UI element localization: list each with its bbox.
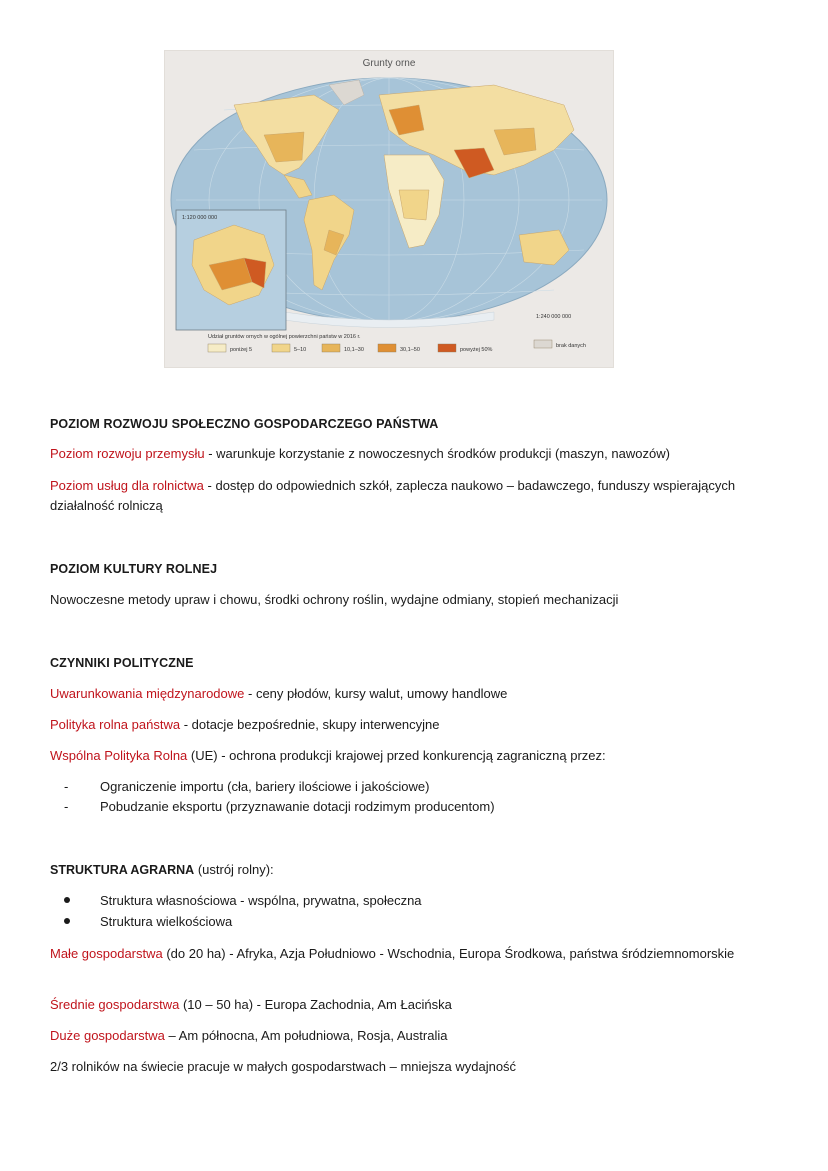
- legend-label-6: brak danych: [556, 343, 586, 349]
- term-cap: Wspólna Polityka Rolna: [50, 748, 188, 763]
- legend-swatch-2: [272, 344, 290, 352]
- paragraph-large-farms: [50, 1026, 750, 1046]
- legend-swatch-4: [378, 344, 396, 352]
- term-medium-farms: Średnie gospodarstwa: [50, 997, 180, 1012]
- paragraph-cap: [50, 746, 750, 766]
- legend-label-3: 10,1–30: [344, 347, 364, 353]
- legend-swatch-6: [534, 340, 552, 348]
- legend-swatch-5: [438, 344, 456, 352]
- section-heading-socioeconomic: POZIOM ROZWOJU SPOŁECZNO GOSPODARCZEGO PAŃSTWA: [50, 417, 439, 431]
- text-small-farms: (do 20 ha) - Afryka, Azja Południowo - Wschodnia, Europa Środkowa, państwa śródziemnomorskie: [162, 946, 735, 961]
- legend-label-1: poniżej 5: [230, 347, 253, 353]
- text-industry-level: - warunkuje korzystanie z nowoczesnych środków produkcji (maszyn, nawozów): [204, 446, 670, 461]
- map-title: Grunty orne: [362, 58, 416, 69]
- text-international: - ceny płodów, kursy walut, umowy handlowe: [244, 686, 508, 701]
- dash-marker: -: [64, 779, 69, 794]
- inset-scale-label: 1:120 000 000: [182, 215, 218, 221]
- list-item-text: Struktura wielkościowa: [100, 914, 233, 929]
- paragraph-industry-level: [50, 444, 750, 464]
- paragraph-two-thirds: 2/3 rolników na świecie pracuje w małych gospodarstwach – mniejsza wydajność: [50, 1059, 517, 1074]
- text-medium-farms: (10 – 50 ha) - Europa Zachodnia, Am Łacińska: [179, 997, 452, 1012]
- term-international: Uwarunkowania międzynarodowe: [50, 686, 245, 701]
- list-item-text: Ograniczenie importu (cła, bariery ilościowe i jakościowe): [100, 779, 430, 794]
- legend-label-5: powyżej 50%: [460, 347, 493, 353]
- term-agri-services: Poziom usług dla rolnictwa: [50, 478, 204, 493]
- section-heading-agri-culture: POZIOM KULTURY ROLNEJ: [50, 562, 218, 576]
- legend-label-4: 30,1–50: [400, 347, 420, 353]
- list-item-text: Struktura własnościowa - wspólna, prywatna, społeczna: [100, 893, 422, 908]
- legend-swatch-3: [322, 344, 340, 352]
- main-scale-label: 1:240 000 000: [536, 314, 572, 320]
- legend-label-2: 5–10: [294, 347, 307, 353]
- term-large-farms: Duże gospodarstwa: [50, 1028, 165, 1043]
- text-cap: (UE) - ochrona produkcji krajowej przed konkurencją zagraniczną przez:: [187, 748, 606, 763]
- world-map: [164, 50, 614, 368]
- text-large-farms: – Am północna, Am południowa, Rosja, Australia: [164, 1028, 448, 1043]
- paragraph-state-policy: [50, 715, 750, 735]
- map-legend: [208, 340, 586, 353]
- section-heading-agrarian: STRUKTURA AGRARNA: [50, 863, 195, 877]
- term-small-farms: Małe gospodarstwa: [50, 946, 163, 961]
- bullet-marker: [64, 891, 84, 911]
- paragraph-agrarian-heading: [50, 860, 750, 880]
- term-state-policy: Polityka rolna państwa: [50, 717, 181, 732]
- text-agri-services: - dostęp do odpowiednich szkół, zaplecza naukowo – badawczego, funduszy wspierających działalność rolniczą: [50, 478, 736, 513]
- legend-caption: Udział gruntów ornych w ogólnej powierzchni państw w 2016 r.: [208, 334, 361, 340]
- dash-marker: -: [64, 799, 69, 814]
- text-state-policy: - dotacje bezpośrednie, skupy interwencyjne: [180, 717, 440, 732]
- section-heading-political: CZYNNIKI POLITYCZNE: [50, 656, 194, 670]
- paragraph-agri-services: [50, 476, 750, 516]
- legend-swatch-1: [208, 344, 226, 352]
- bullet-marker: [64, 912, 84, 932]
- paragraph-international: [50, 684, 750, 704]
- paragraph-small-farms: [50, 944, 750, 964]
- list-item-text: Pobudzanie eksportu (przyznawanie dotacji rodzimym producentom): [100, 799, 495, 814]
- paragraph-medium-farms: [50, 995, 750, 1015]
- term-industry-level: Poziom rozwoju przemysłu: [50, 446, 205, 461]
- paragraph-modern-methods: Nowoczesne metody upraw i chowu, środki ochrony roślin, wydajne odmiany, stopień mechanizacji: [50, 592, 619, 607]
- arable-land-map-photo: [164, 50, 614, 368]
- agrarian-heading-suffix: (ustrój rolny):: [194, 862, 274, 877]
